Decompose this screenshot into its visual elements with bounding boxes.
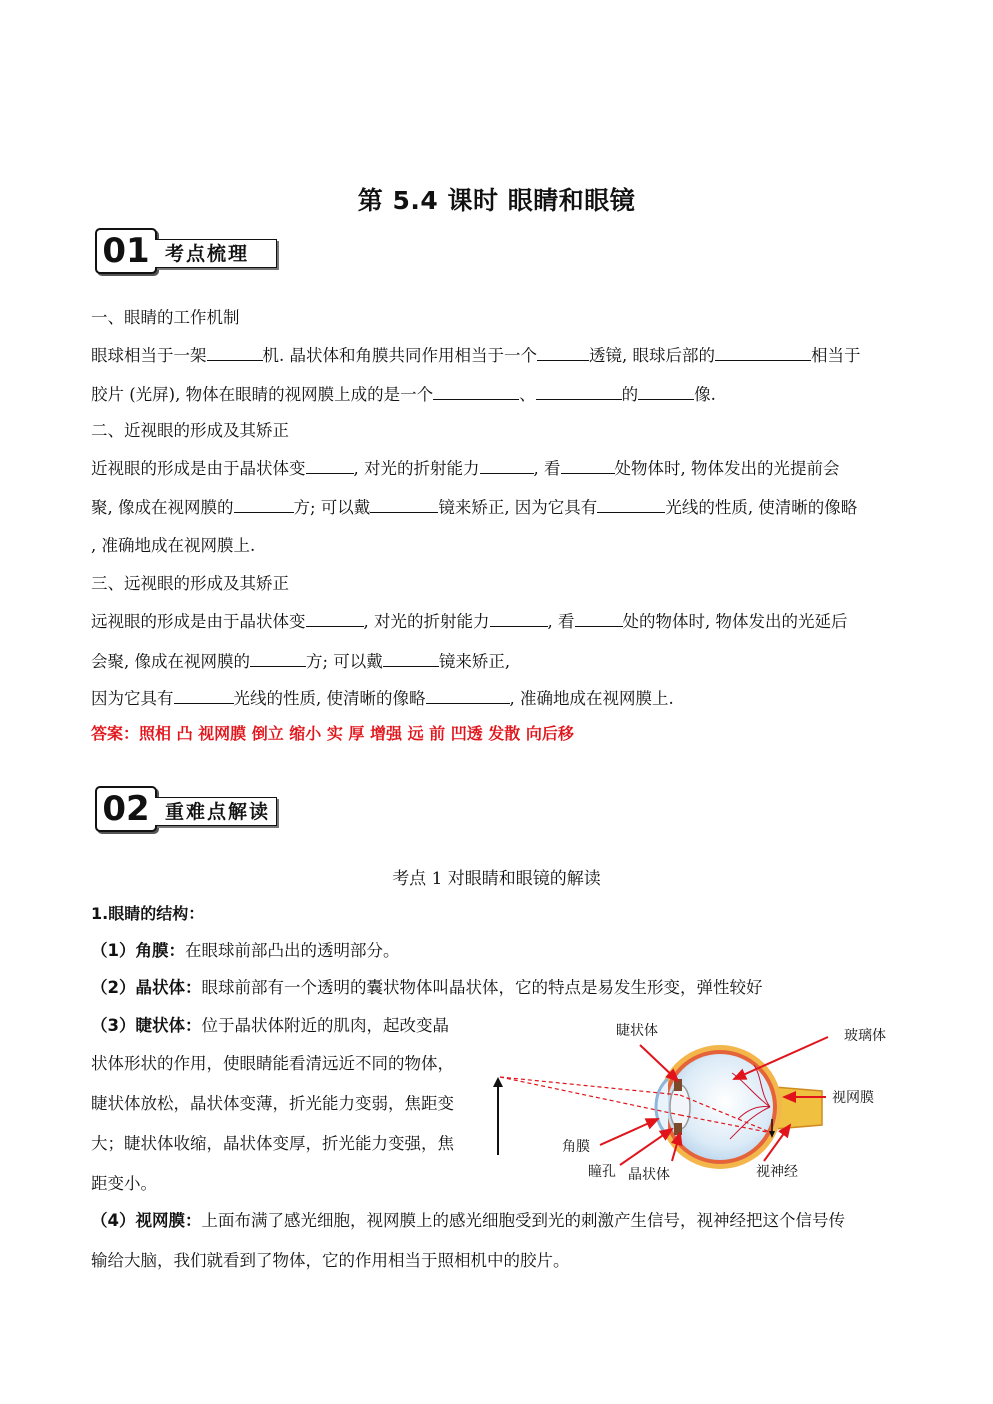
text: 会聚, 像成在视网膜的 bbox=[91, 652, 250, 671]
kaodian-heading: 考点 1 对眼睛和眼镜的解读 bbox=[392, 869, 601, 889]
lens-shape bbox=[670, 1085, 690, 1129]
text: , 对光的折射能力 bbox=[353, 459, 480, 478]
text: 的 bbox=[621, 385, 639, 404]
iris-bottom bbox=[674, 1123, 682, 1135]
text: , 看 bbox=[533, 459, 561, 478]
section-label: 重难点解读 bbox=[155, 797, 277, 826]
text: 镜来矫正, 因为它具有 bbox=[438, 498, 598, 517]
part3-line1 bbox=[91, 610, 848, 633]
item-ciliary-l4: 大；睫状体收缩，晶状体变厚，折光能力变强，焦 bbox=[91, 1134, 454, 1153]
item-label: （4）视网膜： bbox=[91, 1211, 202, 1230]
item-ciliary bbox=[91, 1015, 449, 1037]
pointer-cornea bbox=[600, 1119, 658, 1145]
label-vitreous: 玻璃体 bbox=[844, 1028, 886, 1044]
label-retina: 视网膜 bbox=[832, 1090, 874, 1106]
fill-blank[interactable] bbox=[597, 496, 665, 513]
fill-blank[interactable] bbox=[234, 496, 294, 513]
fill-blank[interactable] bbox=[370, 496, 438, 513]
part3-line3 bbox=[91, 687, 674, 710]
fill-blank[interactable] bbox=[715, 344, 811, 361]
text: 因为它具有 bbox=[91, 689, 174, 708]
pointer-ciliary bbox=[640, 1045, 678, 1081]
fill-blank[interactable] bbox=[426, 687, 510, 704]
fill-blank[interactable] bbox=[250, 650, 306, 667]
text: 处物体时, 物体发出的光提前会 bbox=[614, 459, 840, 478]
label-ciliary: 睫状体 bbox=[616, 1023, 658, 1039]
text: 光线的性质, 使清晰的像略 bbox=[665, 498, 858, 517]
fill-blank[interactable] bbox=[383, 650, 439, 667]
section-01-badge bbox=[95, 228, 285, 274]
object-arrow-head bbox=[493, 1077, 503, 1087]
item-lens bbox=[91, 977, 762, 999]
fill-blank[interactable] bbox=[306, 610, 364, 627]
part1-line2 bbox=[91, 383, 716, 406]
item-ciliary-l5: 距变小。 bbox=[91, 1174, 157, 1193]
text: 机. 晶状体和角膜共同作用相当于一个 bbox=[262, 346, 537, 365]
part3-heading: 三、远视眼的形成及其矫正 bbox=[91, 574, 289, 593]
text: 相当于 bbox=[811, 346, 861, 365]
structure-heading: 1.眼睛的结构： bbox=[91, 904, 205, 923]
part3-line2 bbox=[91, 650, 510, 673]
part1-line1 bbox=[91, 344, 861, 367]
pointer-pupil bbox=[620, 1129, 672, 1165]
text: 镜来矫正, bbox=[438, 652, 511, 671]
fill-blank[interactable] bbox=[536, 383, 622, 400]
text: , 看 bbox=[547, 612, 575, 631]
section-number: 02 bbox=[95, 786, 157, 832]
part1-heading: 一、眼睛的工作机制 bbox=[91, 308, 240, 327]
fill-blank[interactable] bbox=[575, 610, 623, 627]
eye-diagram bbox=[492, 1015, 902, 1205]
text: 远视眼的形成是由于晶状体变 bbox=[91, 612, 306, 631]
fill-blank[interactable] bbox=[638, 383, 694, 400]
item-label: （1）角膜： bbox=[91, 941, 185, 960]
fill-blank[interactable] bbox=[490, 610, 548, 627]
answer-line: 答案：照相 凸 视网膜 倒立 缩小 实 厚 增强 远 前 凹透 发散 向后移 bbox=[91, 724, 574, 743]
text: 透镜, 眼球后部的 bbox=[589, 346, 715, 365]
section-02-badge bbox=[95, 786, 285, 832]
text: 近视眼的形成是由于晶状体变 bbox=[91, 459, 306, 478]
label-cornea: 角膜 bbox=[562, 1139, 590, 1155]
page-title: 第 5.4 课时 眼睛和眼镜 bbox=[357, 186, 636, 215]
item-text: 眼球前部有一个透明的囊状物体叫晶状体，它的特点是易发生形变，弹性较好 bbox=[201, 978, 763, 997]
fill-blank[interactable] bbox=[207, 344, 263, 361]
item-retina-l2: 输给大脑，我们就看到了物体，它的作用相当于照相机中的胶片。 bbox=[91, 1251, 570, 1270]
label-optic-nerve: 视神经 bbox=[756, 1164, 798, 1180]
part2-line3: , 准确地成在视网膜上. bbox=[91, 536, 256, 555]
text: 方; 可以戴 bbox=[306, 652, 383, 671]
item-label: （3）睫状体： bbox=[91, 1016, 202, 1035]
label-pupil: 瞳孔 bbox=[588, 1164, 616, 1180]
part2-line2 bbox=[91, 496, 857, 519]
text: 聚, 像成在视网膜的 bbox=[91, 498, 234, 517]
text: 方; 可以戴 bbox=[293, 498, 371, 517]
cornea-shape bbox=[656, 1079, 668, 1135]
light-ray bbox=[500, 1077, 680, 1095]
item-ciliary-l3: 睫状体放松，晶状体变薄，折光能力变弱，焦距变 bbox=[91, 1094, 454, 1113]
label-lens: 晶状体 bbox=[628, 1167, 670, 1183]
item-cornea bbox=[91, 940, 399, 962]
text: , 准确地成在视网膜上. bbox=[509, 689, 674, 708]
light-ray bbox=[500, 1077, 680, 1115]
item-retina bbox=[91, 1210, 845, 1232]
fill-blank[interactable] bbox=[433, 383, 519, 400]
text: , 对光的折射能力 bbox=[363, 612, 490, 631]
section-label: 考点梳理 bbox=[155, 239, 277, 268]
section-number: 01 bbox=[95, 228, 157, 274]
text: 光线的性质, 使清晰的像略 bbox=[233, 689, 426, 708]
item-ciliary-l2: 状体形状的作用，使眼睛能看清远近不同的物体， bbox=[91, 1054, 454, 1073]
part2-heading: 二、近视眼的形成及其矫正 bbox=[91, 421, 289, 440]
item-text: 在眼球前部凸出的透明部分。 bbox=[184, 941, 400, 960]
text: 胶片 (光屏), 物体在眼睛的视网膜上成的是一个 bbox=[91, 385, 434, 404]
item-text: 位于晶状体附近的肌肉，起改变晶 bbox=[201, 1016, 449, 1035]
fill-blank[interactable] bbox=[306, 457, 354, 474]
fill-blank[interactable] bbox=[537, 344, 589, 361]
item-text: 上面布满了感光细胞，视网膜上的感光细胞受到光的刺激产生信号，视神经把这个信号传 bbox=[201, 1211, 845, 1230]
item-label: （2）晶状体： bbox=[91, 978, 202, 997]
text: 像. bbox=[694, 385, 716, 404]
fill-blank[interactable] bbox=[480, 457, 534, 474]
fill-blank[interactable] bbox=[561, 457, 615, 474]
fill-blank[interactable] bbox=[174, 687, 234, 704]
text: 处的物体时, 物体发出的光延后 bbox=[622, 612, 848, 631]
text: 眼球相当于一架 bbox=[91, 346, 207, 365]
text: 、 bbox=[519, 385, 536, 404]
part2-line1 bbox=[91, 457, 840, 480]
